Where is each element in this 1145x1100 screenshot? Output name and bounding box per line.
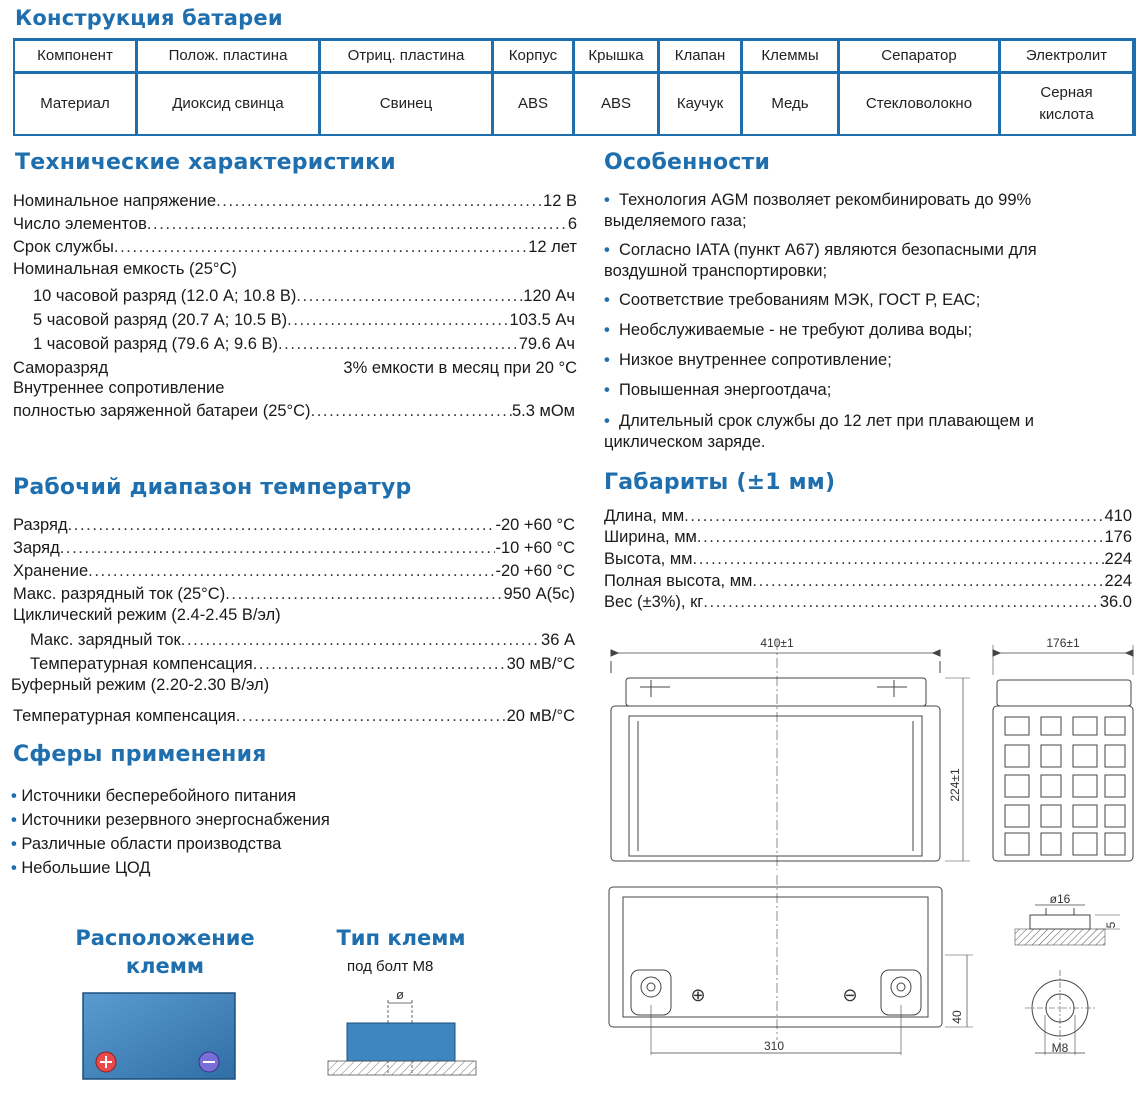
ground-hatch: [328, 1061, 476, 1075]
dim-length-label: 410±1: [760, 636, 794, 650]
application-item: • Источники бесперебойного питания: [11, 787, 297, 805]
temps-title: Рабочий диапазон температур: [13, 475, 412, 500]
application-item: • Источники резервного энергоснабжения: [11, 811, 330, 829]
dim-full-height: Полная высота, мм ..... 224: [604, 570, 1132, 592]
feature-item: • Технология AGM позволяет рекомбинировать до 99% выделяемого газа;: [604, 191, 1032, 230]
table-cell: Полож. пластина: [138, 41, 318, 71]
terminal-layout-title: Расположение клемм: [75, 926, 255, 978]
applications-title: Сферы применения: [13, 742, 267, 767]
terminal-type-diagram: [320, 985, 485, 1090]
dim-width: Ширина, мм ..... 176: [604, 526, 1132, 548]
spec-resistance: полностью заряженной батареи (25°С) ..... 5.3 мОм: [13, 400, 575, 422]
feature-item: • Необслуживаемые - не требуют долива воды;: [604, 321, 973, 339]
terminal-type-title: Тип клемм: [336, 926, 466, 950]
dim-pitch-label: 310: [763, 1039, 785, 1053]
resistance-line1: Внутреннее сопротивление: [13, 379, 225, 397]
spec-service-life: Срок службы ..... 12 лет: [13, 236, 577, 258]
temp-comp-buffer: Температурная компенсация ..... 20 мВ/°С: [13, 705, 575, 727]
table-cell: Электролит: [1001, 41, 1132, 71]
construction-title: Конструкция батареи: [15, 6, 283, 30]
application-item: • Различные области производства: [11, 835, 282, 853]
temp-storage: Хранение ..... -20 +60 °С: [13, 560, 575, 582]
spec-nominal-voltage: Номинальное напряжение ..... 12 В: [13, 190, 577, 212]
dim-width-label: 176±1: [1046, 636, 1080, 650]
table-cell: Компонент: [15, 41, 135, 71]
temp-charge: Заряд ..... -10 +60 °С: [13, 537, 575, 559]
spec-cap10: 10 часовой разряд (12.0 А; 10.8 В) ..... 120 Ач: [33, 285, 575, 307]
construction-table: [13, 38, 1136, 136]
spec-cap5: 5 часовой разряд (20.7 А; 10.5 В) ..... 103.5 Ач: [33, 309, 575, 331]
temp-discharge: Разряд ..... -20 +60 °С: [13, 514, 575, 536]
dim-length: Длина, мм ..... 410: [604, 505, 1132, 527]
technical-drawing: [595, 625, 1143, 1095]
temp-max-charge: Макс. зарядный ток ..... 36 А: [30, 629, 575, 651]
table-cell: Клеммы: [743, 41, 837, 71]
table-cell: Корпус: [494, 41, 572, 71]
terminal-block: [347, 1023, 455, 1061]
table-cell: Материал: [15, 74, 135, 134]
spec-cells: Число элементов ..... 6: [13, 213, 577, 235]
table-cell: Каучук: [660, 74, 740, 134]
table-cell: Стекловолокно: [840, 74, 998, 134]
dim-weight: Вес (±3%), кг ..... 36.0: [604, 591, 1132, 613]
table-cell: Свинец: [321, 74, 491, 134]
temp-max-discharge: Макс. разрядный ток (25°С) ..... 950 А(5с): [13, 583, 575, 605]
dim-5-label: 5: [1104, 921, 1118, 929]
table-cell: ABS: [494, 74, 572, 134]
application-item: • Небольшие ЦОД: [11, 859, 151, 877]
terminal-type-subtitle: под болт М8: [347, 958, 434, 975]
feature-item: • Длительный срок службы до 12 лет при плавающем и циклическом заряде.: [604, 412, 1035, 451]
dims-title: Габариты (±1 мм): [604, 470, 836, 495]
temp-comp-cyclic: Температурная компенсация ..... 30 мВ/°С: [30, 653, 575, 675]
spec-self-discharge: Саморазряд 3% емкости в месяц при 20 °С: [13, 359, 577, 377]
dim-height-label: 224±1: [948, 768, 962, 802]
terminal-layout-diagram: [80, 990, 240, 1085]
capacity-title: Номинальная емкость (25°С): [13, 260, 237, 278]
feature-item: • Повышенная энергоотдача;: [604, 381, 832, 399]
dim-height: Высота, мм ..... 224: [604, 548, 1132, 570]
spec-cap1: 1 часовой разряд (79.6 А; 9.6 В) ..... 79.6 Ач: [33, 333, 575, 355]
table-cell: Крышка: [575, 41, 657, 71]
construction-header-row: [15, 41, 1132, 71]
minus-mark: ⊖: [842, 985, 858, 1005]
table-cell: Отриц. пластина: [321, 41, 491, 71]
dim-40-label: 40: [950, 1010, 964, 1024]
table-cell: Медь: [743, 74, 837, 134]
features-title: Особенности: [604, 150, 771, 175]
phi-label: ø: [396, 987, 404, 1002]
dim-m8-label: M8: [1051, 1041, 1069, 1055]
feature-item: • Согласно IATA (пункт А67) являются безопасными для воздушной транспортировки;: [604, 241, 1037, 280]
buffer-title: Буферный режим (2.20-2.30 В/эл): [11, 676, 270, 694]
table-cell: Клапан: [660, 41, 740, 71]
feature-item: • Низкое внутреннее сопротивление;: [604, 351, 892, 369]
table-cell: ABS: [575, 74, 657, 134]
cyclic-title: Циклический режим (2.4-2.45 В/эл): [13, 606, 281, 624]
table-cell: Серная кислота: [1001, 74, 1132, 134]
plus-mark: ⊕: [690, 985, 706, 1005]
table-cell: Диоксид свинца: [138, 74, 318, 134]
dim-d16-label: ø16: [1049, 892, 1071, 906]
table-cell: Сепаратор: [840, 41, 998, 71]
construction-material-row: [15, 74, 1132, 134]
feature-item: • Соответствие требованиям МЭК, ГОСТ Р, ЕАС;: [604, 291, 981, 309]
tech-title: Технические характеристики: [15, 150, 396, 175]
